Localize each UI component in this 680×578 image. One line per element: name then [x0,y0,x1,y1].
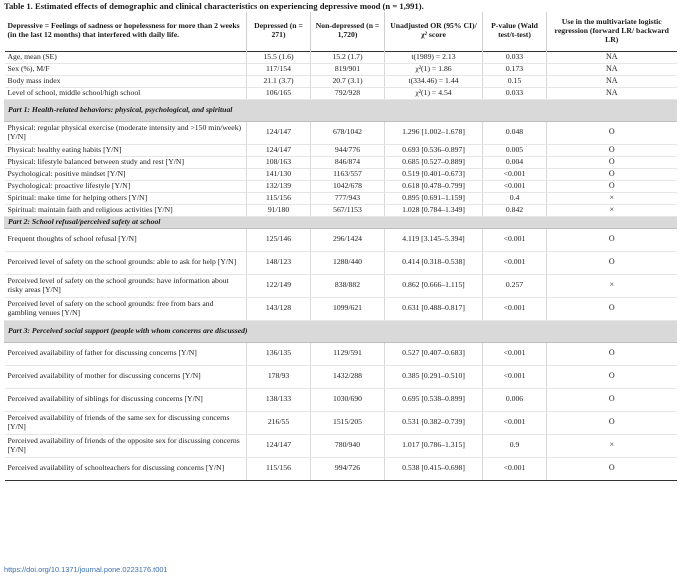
cell-use: O [547,156,677,168]
cell-or: 4.119 [3.145–5.394] [385,228,483,251]
cell-label: Perceived availability of father for discussing concerns [Y/N] [5,342,247,365]
cell-non-depressed: 780/940 [311,434,385,457]
cell-use: O [547,251,677,274]
table-row [5,274,677,297]
cell-p: 0.033 [483,87,547,99]
cell-p: <0.001 [483,251,547,274]
table-row [5,297,677,320]
cell-use: O [547,365,677,388]
cell-depressed: 125/146 [247,228,311,251]
cell-use: NA [547,87,677,99]
cell-or: 0.862 [0.666–1.115] [385,274,483,297]
cell-use: NA [547,51,677,63]
cell-depressed: 108/163 [247,156,311,168]
cell-non-depressed: 777/943 [311,192,385,204]
cell-depressed: 124/147 [247,144,311,156]
cell-non-depressed: 1432/288 [311,365,385,388]
cell-label: Perceived availability of siblings for discussing concerns [Y/N] [5,388,247,411]
cell-or: 0.414 [0.318–0.538] [385,251,483,274]
cell-or: 0.538 [0.415–0.698] [385,457,483,480]
cell-depressed: 138/133 [247,388,311,411]
cell-non-depressed: 944/776 [311,144,385,156]
table-row [5,411,677,434]
cell-use: O [547,297,677,320]
cell-label: Physical: lifestyle balanced between study and rest [Y/N] [5,156,247,168]
cell-or: 0.693 [0.536–0.897] [385,144,483,156]
cell-label: Perceived availability of mother for discussing concerns [Y/N] [5,365,247,388]
cell-label: Spiritual: make time for helping others [Y/N] [5,192,247,204]
cell-p: <0.001 [483,457,547,480]
cell-label: Psychological: positive mindset [Y/N] [5,168,247,180]
cell-label: Perceived level of safety on the school grounds: have information about risky areas [Y/N] [5,274,247,297]
table-row [5,204,677,216]
cell-or: t(334.46) = 1.44 [385,75,483,87]
cell-use: NA [547,75,677,87]
cell-use: O [547,180,677,192]
cell-use: × [547,434,677,457]
cell-p: <0.001 [483,365,547,388]
cell-label: Perceived level of safety on the school grounds: able to ask for help [Y/N] [5,251,247,274]
cell-or: 0.618 [0.478–0.799] [385,180,483,192]
section-header [5,320,677,342]
cell-depressed: 106/165 [247,87,311,99]
cell-non-depressed: 15.2 (1.7) [311,51,385,63]
table-row [5,251,677,274]
cell-depressed: 148/123 [247,251,311,274]
cell-non-depressed: 296/1424 [311,228,385,251]
cell-p: 0.4 [483,192,547,204]
cell-or: 0.531 [0.382–0.739] [385,411,483,434]
cell-p: <0.001 [483,168,547,180]
cell-use: O [547,457,677,480]
cell-or: 1.296 [1.002–1.678] [385,121,483,144]
cell-p: 0.842 [483,204,547,216]
table-row [5,342,677,365]
header-p-value: P-value (Wald test/t-test) [483,12,547,51]
cell-non-depressed: 1163/557 [311,168,385,180]
table-row [5,63,677,75]
cell-depressed: 115/156 [247,457,311,480]
cell-depressed: 132/139 [247,180,311,192]
cell-depressed: 91/180 [247,204,311,216]
table-row [5,156,677,168]
cell-use: O [547,411,677,434]
table-row [5,434,677,457]
table-row [5,121,677,144]
cell-label: Age, mean (SE) [5,51,247,63]
cell-use: × [547,192,677,204]
cell-use: × [547,274,677,297]
table-row [5,168,677,180]
cell-or: 0.695 [0.538–0.899] [385,388,483,411]
table-caption: Table 1. Estimated effects of demographic and clinical characteristics on experiencing depressive mood (n = 1,991). [4,1,424,11]
cell-or: 0.895 [0.691–1.159] [385,192,483,204]
cell-use: O [547,168,677,180]
cell-depressed: 117/154 [247,63,311,75]
cell-non-depressed: 838/882 [311,274,385,297]
doi-link[interactable]: https://doi.org/10.1371/journal.pone.0223176.t001 [4,565,168,574]
section-header [5,216,677,228]
cell-p: <0.001 [483,342,547,365]
section-title: Part 3: Perceived social support (people with whom concerns are discussed) [5,320,677,342]
table-row [5,75,677,87]
table-row [5,228,677,251]
cell-depressed: 143/128 [247,297,311,320]
cell-depressed: 122/149 [247,274,311,297]
cell-use: O [547,228,677,251]
cell-label: Perceived level of safety on the school grounds: free from bars and gambling venues [Y/N] [5,297,247,320]
cell-non-depressed: 1280/440 [311,251,385,274]
cell-use: O [547,342,677,365]
cell-non-depressed: 819/901 [311,63,385,75]
section-header [5,99,677,121]
cell-non-depressed: 1099/621 [311,297,385,320]
cell-depressed: 21.1 (3.7) [247,75,311,87]
cell-p: 0.9 [483,434,547,457]
cell-or: 0.631 [0.488–0.817] [385,297,483,320]
cell-p: 0.173 [483,63,547,75]
cell-depressed: 115/156 [247,192,311,204]
cell-non-depressed: 846/874 [311,156,385,168]
cell-or: 0.385 [0.291–0.510] [385,365,483,388]
cell-non-depressed: 567/1153 [311,204,385,216]
results-table [4,12,677,481]
cell-use: O [547,388,677,411]
cell-label: Spiritual: maintain faith and religious activities [Y/N] [5,204,247,216]
cell-or: χ²(1) = 4.54 [385,87,483,99]
cell-depressed: 216/55 [247,411,311,434]
header-non-depressed: Non-depressed (n = 1,720) [311,12,385,51]
section-title: Part 2: School refusal/perceived safety at school [5,216,677,228]
cell-p: 0.15 [483,75,547,87]
cell-p: <0.001 [483,411,547,434]
cell-non-depressed: 678/1042 [311,121,385,144]
cell-non-depressed: 1042/678 [311,180,385,192]
cell-or: 1.017 [0.786–1.315] [385,434,483,457]
cell-p: 0.005 [483,144,547,156]
cell-label: Sex (%), M/F [5,63,247,75]
cell-label: Frequent thoughts of school refusal [Y/N] [5,228,247,251]
cell-label: Physical: regular physical exercise (moderate intensity and >150 min/week) [Y/N] [5,121,247,144]
cell-depressed: 136/135 [247,342,311,365]
cell-depressed: 124/147 [247,121,311,144]
cell-p: <0.001 [483,180,547,192]
header-label: Depressive = Feelings of sadness or hopelessness for more than 2 weeks (in the last 12 months) that interfered with daily life. [7,21,240,40]
table-row [5,51,677,63]
cell-non-depressed: 1515/205 [311,411,385,434]
table-row [5,365,677,388]
cell-p: 0.006 [483,388,547,411]
cell-or: 0.527 [0.407–0.683] [385,342,483,365]
cell-p: 0.004 [483,156,547,168]
cell-label: Level of school, middle school/high school [5,87,247,99]
cell-or: 1.028 [0.784–1.349] [385,204,483,216]
cell-non-depressed: 1030/690 [311,388,385,411]
cell-depressed: 178/93 [247,365,311,388]
cell-label: Psychological: proactive lifestyle [Y/N] [5,180,247,192]
table-row [5,192,677,204]
cell-or: 0.519 [0.401–0.673] [385,168,483,180]
cell-non-depressed: 20.7 (3.1) [311,75,385,87]
cell-label: Body mass index [5,75,247,87]
header-or: Unadjusted OR (95% CI)/ χ² score [385,12,483,51]
cell-or: t(1989) = 2.13 [385,51,483,63]
cell-non-depressed: 994/726 [311,457,385,480]
table-row [5,457,677,480]
cell-depressed: 15.5 (1.6) [247,51,311,63]
cell-p: 0.048 [483,121,547,144]
cell-p: 0.257 [483,274,547,297]
cell-non-depressed: 792/928 [311,87,385,99]
cell-label: Physical: healthy eating habits [Y/N] [5,144,247,156]
cell-use: NA [547,63,677,75]
cell-or: χ²(1) = 1.86 [385,63,483,75]
cell-p: <0.001 [483,228,547,251]
section-title: Part 1: Health-related behaviors: physical, psychological, and spiritual [5,99,677,121]
header-use: Use in the multivariate logistic regression (forward LR/ backward LR) [547,12,677,51]
cell-p: 0.033 [483,51,547,63]
cell-p: <0.001 [483,297,547,320]
table-row [5,87,677,99]
cell-label: Perceived availability of friends of the same sex for discussing concerns [Y/N] [5,411,247,434]
cell-non-depressed: 1129/591 [311,342,385,365]
table-row [5,144,677,156]
cell-depressed: 141/130 [247,168,311,180]
cell-use: O [547,144,677,156]
table-header [5,12,677,51]
cell-use: O [547,121,677,144]
table-body [5,51,677,480]
cell-label: Perceived availability of friends of the opposite sex for discussing concerns [Y/N] [5,434,247,457]
header-depressed: Depressed (n = 271) [247,12,311,51]
cell-use: × [547,204,677,216]
table-row [5,180,677,192]
cell-label: Perceived availability of schoolteachers for discussing concerns [Y/N] [5,457,247,480]
cell-or: 0.685 [0.527–0.889] [385,156,483,168]
cell-depressed: 124/147 [247,434,311,457]
table-row [5,388,677,411]
